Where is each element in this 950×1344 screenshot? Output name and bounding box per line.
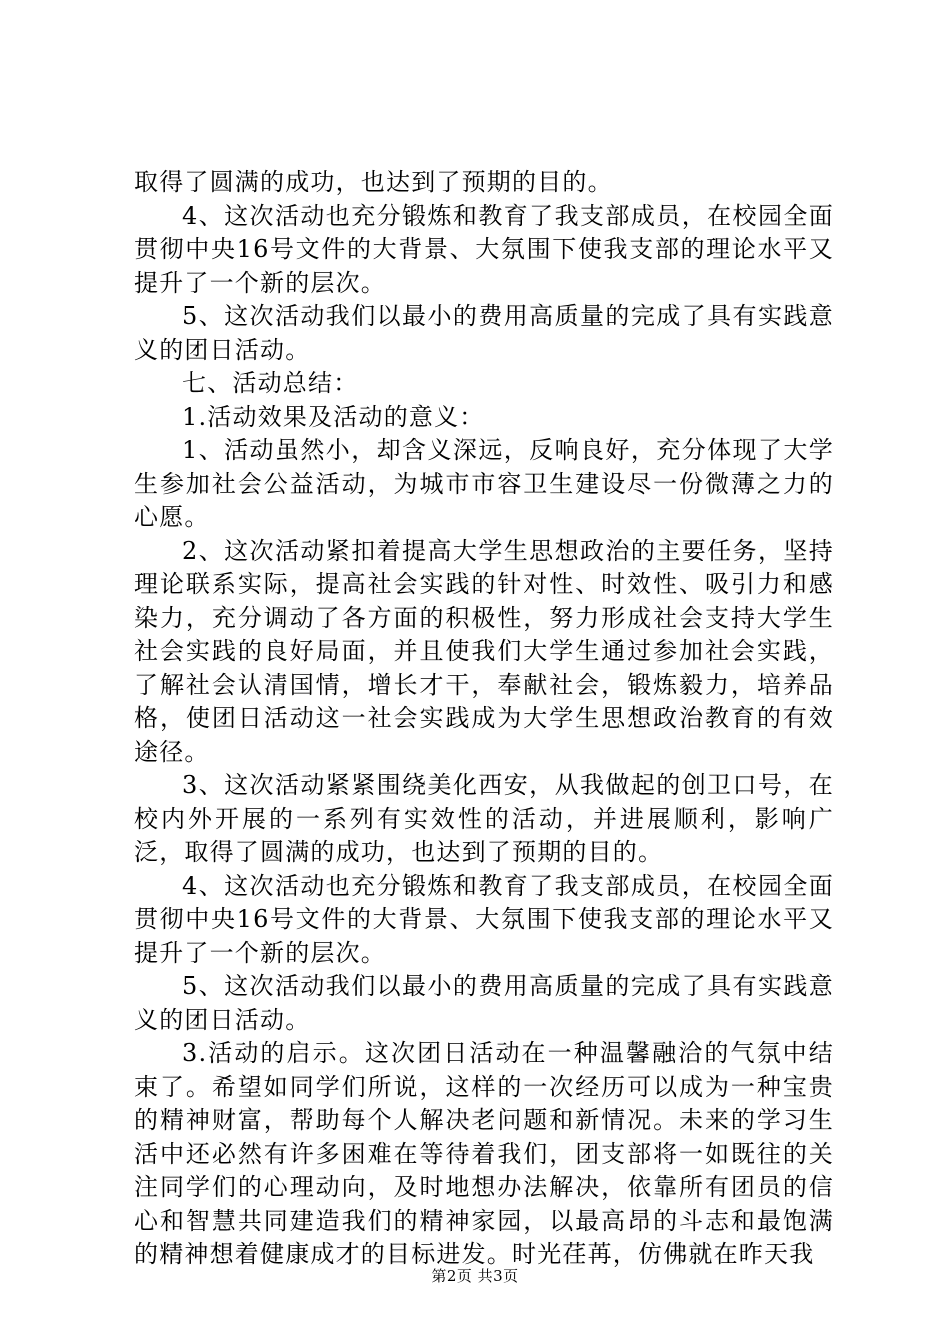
paragraph-effect-3: 3、这次活动紧紧围绕美化西安，从我做起的创卫口号，在校内外开展的一系列有实效性的活动，并进展顺利，影响广泛，取得了圆满的成功，也达到了预期的目的。: [134, 771, 834, 866]
paragraph-effect-1: 1、活动虽然小，却含义深远，反响良好，充分体现了大学生参加社会公益活动，为城市市容卫生建设尽一份微薄之力的心愿。: [134, 436, 834, 531]
paragraph-effect-4: 4、这次活动也充分锻炼和教育了我支部成员，在校园全面贯彻中央16号文件的大背景、大氛围下使我支部的理论水平又提升了一个新的层次。: [134, 871, 834, 967]
subsection-heading-effect: 1.活动效果及活动的意义：: [182, 402, 485, 431]
paragraph-item-5: 5、这次活动我们以最小的费用高质量的完成了具有实践意义的团日活动。: [134, 302, 834, 364]
paragraph-effect-2: 2、这次活动紧扣着提高大学生思想政治的主要任务，坚持理论联系实际，提高社会实践的针对性、时效性、吸引力和感染力，充分调动了各方面的积极性，努力形成社会支持大学生社会实践的良好局面，并且使我们大学生通过参加社会实践，了解社会认清国情，增长才干，奉献社会，锻炼毅力，培养品格，使团日活动这一社会实践成为大学生思想政治教育的有效途径。: [134, 536, 834, 766]
page-number-label: 第2页 共3页: [431, 1267, 519, 1285]
paragraph-continuation: 取得了圆满的成功，也达到了预期的目的。: [134, 168, 613, 196]
section-heading-summary: 七、活动总结：: [182, 369, 359, 397]
paragraph-item-4: 4、这次活动也充分锻炼和教育了我支部成员，在校园全面贯彻中央16号文件的大背景、大氛围下使我支部的理论水平又提升了一个新的层次。: [134, 201, 834, 297]
document-body: [134, 166, 834, 1272]
paragraph-effect-5: 5、这次活动我们以最小的费用高质量的完成了具有实践意义的团日活动。: [134, 972, 834, 1034]
paragraph-insight: 3.活动的启示。这次团日活动在一种温馨融洽的气氛中结束了。希望如同学们所说，这样的一次经历可以成为一种宝贵的精神财富，帮助每个人解决老问题和新情况。未来的学习生活中还必然有许多困难在等待着我们，团支部将一如既往的关注同学们的心理动向，及时地想办法解决，依靠所有团员的信心和智慧共同建造我们的精神家园，以最高昂的斗志和最饱满的精神想着健康成才的目标进发。时光荏苒，仿佛就在昨天我: [134, 1039, 834, 1268]
page-footer: [0, 1266, 950, 1286]
